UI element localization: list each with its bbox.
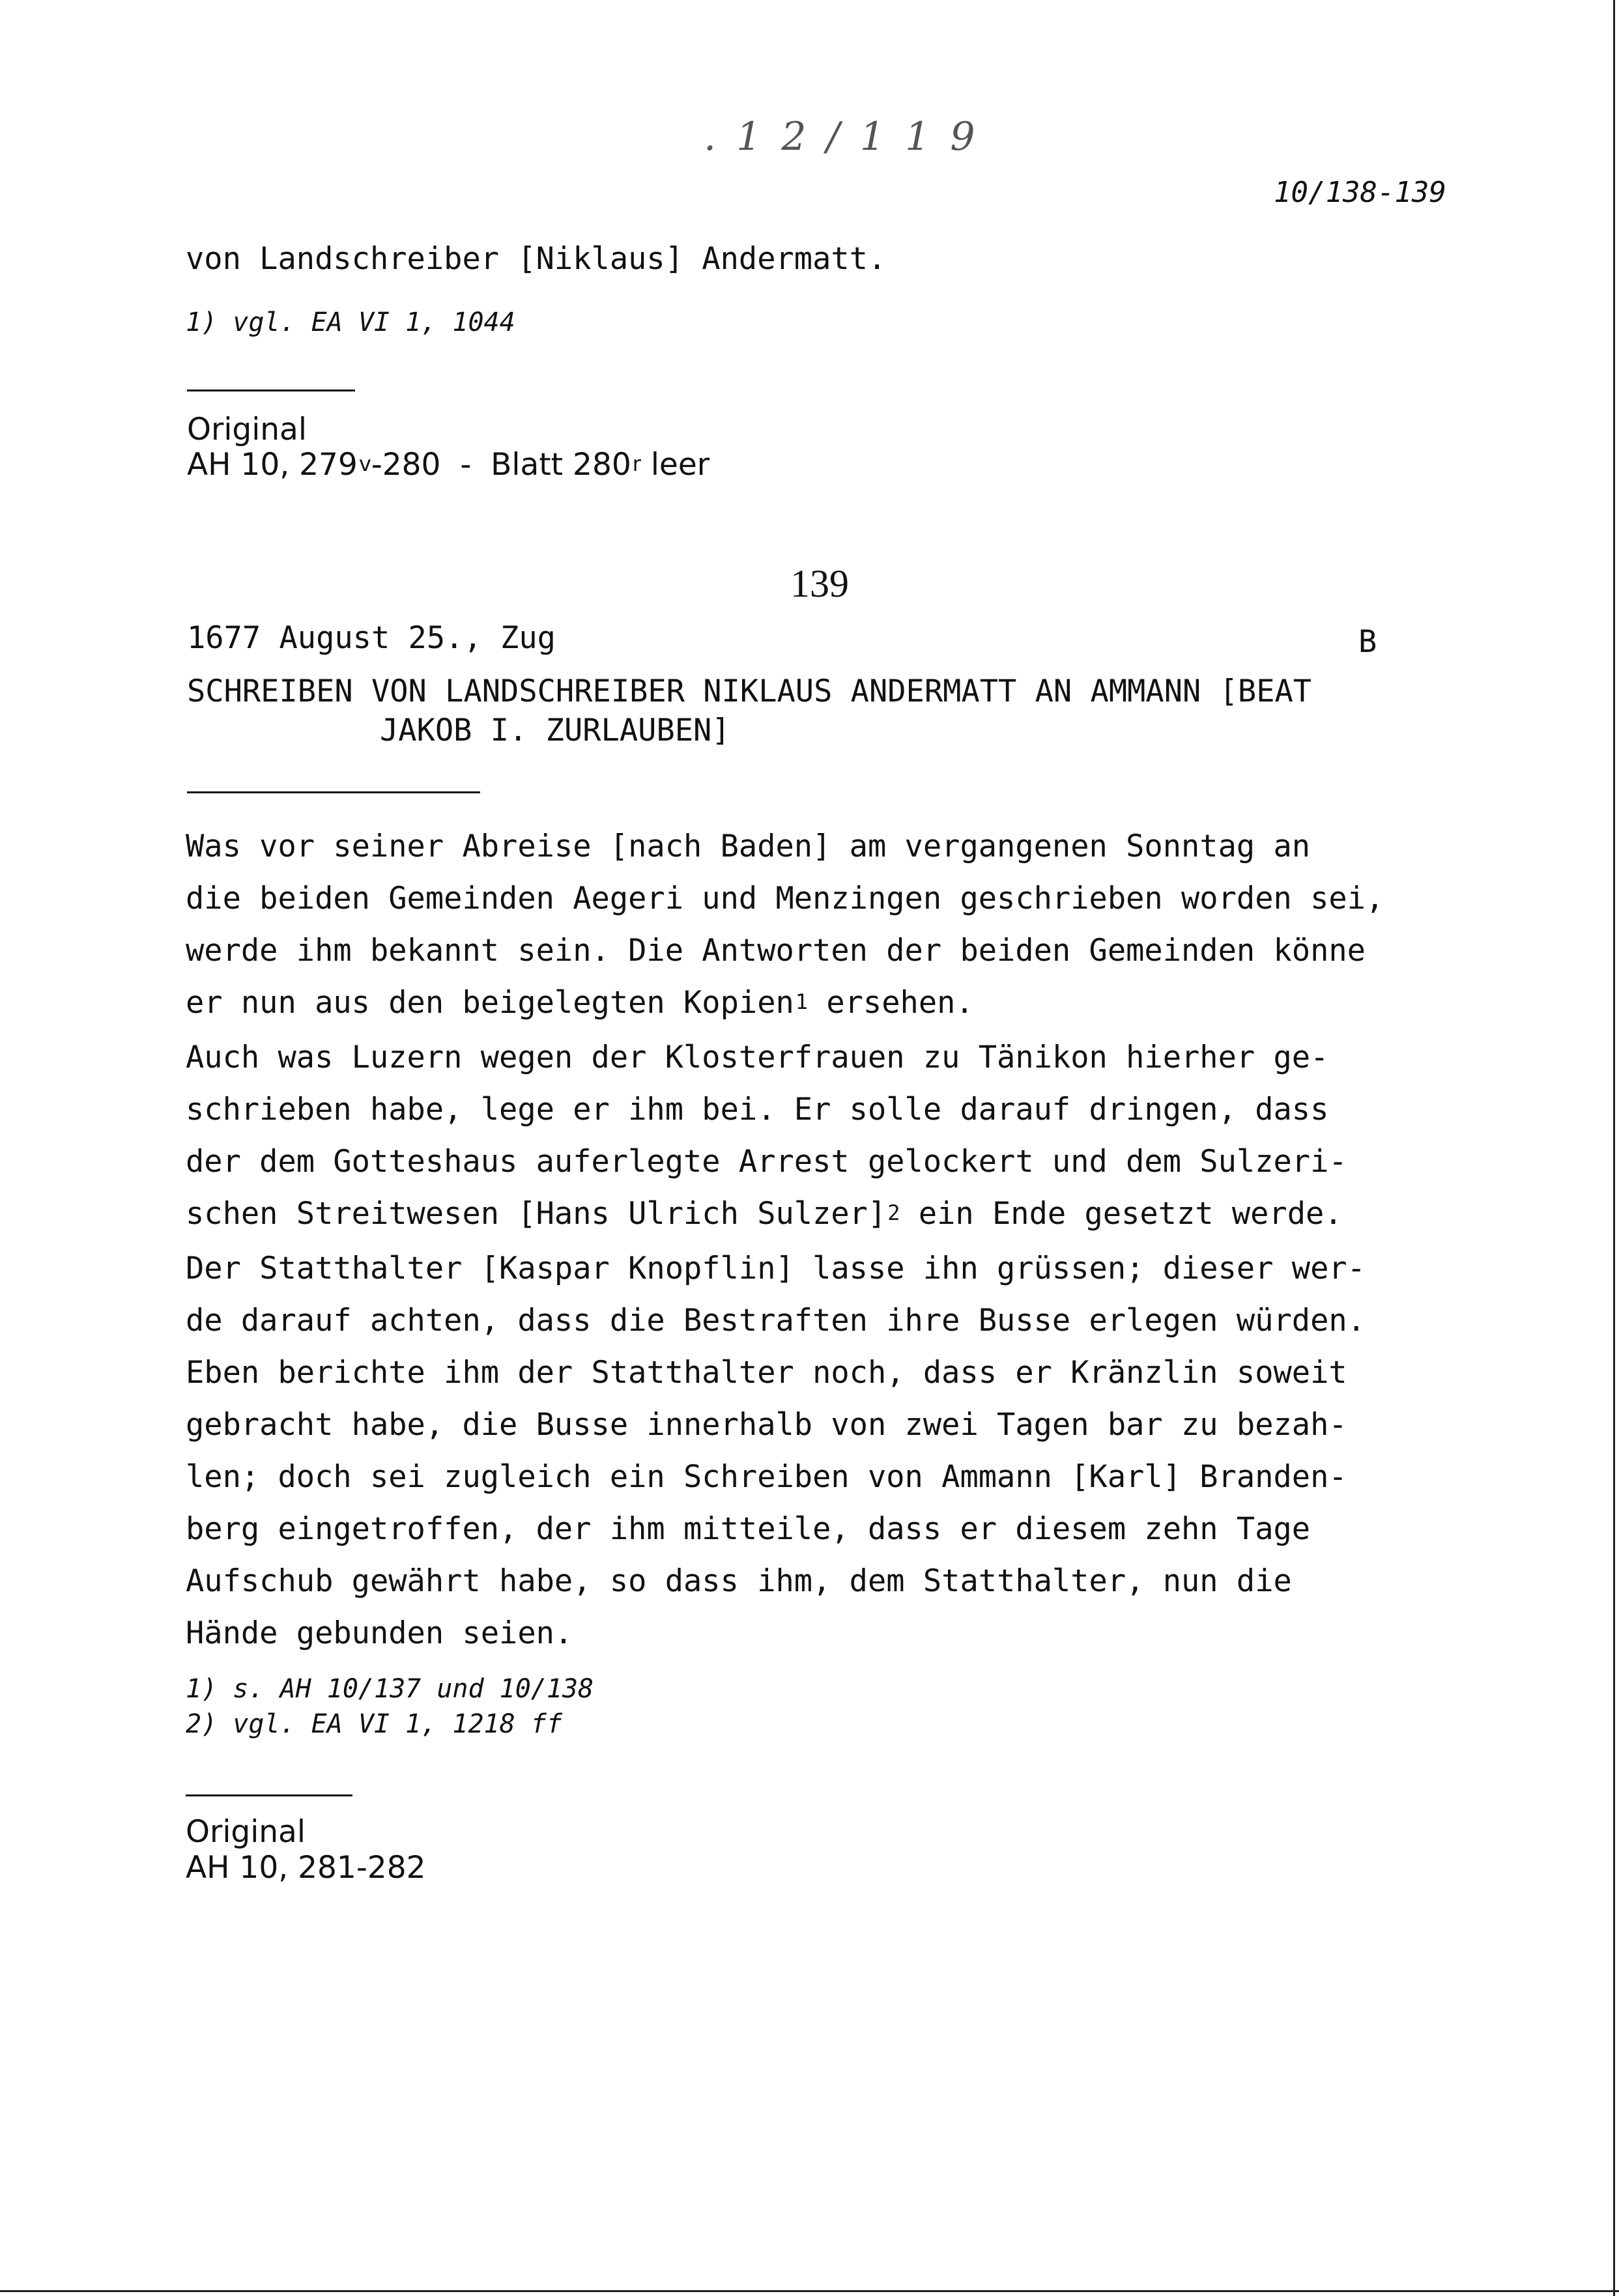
body-line: er nun aus den beigelegten Kopien$^1$ ersehen. xyxy=(186,985,974,1021)
body-text xyxy=(186,821,1384,1660)
previous-footnote: 1) vgl. EA VI 1, 1044 xyxy=(186,307,515,337)
body-line: berg eingetroffen, der ihm mitteile, dass er diesem zehn Tage xyxy=(186,1511,1311,1547)
date-place-line: 1677 August 25., Zug xyxy=(187,620,556,656)
body-line: Der Statthalter [Kaspar Knopflin] lasse ihn grüssen; dieser wer- xyxy=(186,1251,1366,1286)
previous-source-reference: AH 10, 279$^v$-280 - Blatt 280$^r$ leer xyxy=(187,447,710,483)
body-line: Eben berichte ihm der Statthalter noch, dass er Kränzlin soweit xyxy=(186,1355,1347,1391)
footnote-divider-2 xyxy=(186,1794,352,1796)
scan-edge-right xyxy=(1613,0,1615,2296)
document-reference: 10/138-139 xyxy=(1274,176,1446,209)
previous-document-tail: von Landschreiber [Niklaus] Andermatt. xyxy=(186,241,887,277)
body-line: werde ihm bekannt sein. Die Antworten der beiden Gemeinden könne xyxy=(186,933,1366,969)
source-reference: AH 10, 281-282 xyxy=(186,1850,426,1886)
body-line: schrieben habe, lege er ihm bei. Er solle darauf dringen, dass xyxy=(186,1092,1329,1127)
body-line: de darauf achten, dass die Bestraften ihre Busse erlegen würden. xyxy=(186,1303,1366,1339)
document-title-line-2: JAKOB I. ZURLAUBEN] xyxy=(380,713,730,748)
document-number: 139 xyxy=(790,562,849,605)
body-line: Hände gebunden seien. xyxy=(186,1615,573,1651)
body-line: der dem Gotteshaus auferlegte Arrest gelockert und dem Sulzeri- xyxy=(186,1144,1347,1180)
body-line: Was vor seiner Abreise [nach Baden] am vergangenen Sonntag an xyxy=(186,829,1311,864)
document-marker: B xyxy=(1358,624,1377,660)
title-divider xyxy=(187,791,480,793)
body-line: Auch was Luzern wegen der Klosterfrauen zu Tänikon hierher ge- xyxy=(186,1040,1329,1075)
body-line: gebracht habe, die Busse innerhalb von zwei Tagen bar zu bezah- xyxy=(186,1407,1347,1443)
body-line: schen Streitwesen [Hans Ulrich Sulzer]$^2$ ein Ende gesetzt werde. xyxy=(186,1196,1343,1232)
document-title-line-1: SCHREIBEN VON LANDSCHREIBER NIKLAUS ANDERMATT AN AMMANN [BEAT xyxy=(187,673,1312,709)
handwritten-reference: . 1 2 / 1 1 9 xyxy=(704,114,979,160)
footnote-1: 1) s. AH 10/137 und 10/138 xyxy=(186,1674,594,1704)
footnote-2: 2) vgl. EA VI 1, 1218 ff xyxy=(186,1709,562,1739)
scan-edge-bottom xyxy=(0,2290,1619,2292)
previous-source-label: Original xyxy=(187,412,307,447)
source-label: Original xyxy=(186,1814,306,1850)
body-line: Aufschub gewährt habe, so dass ihm, dem Statthalter, nun die xyxy=(186,1563,1292,1599)
body-line: die beiden Gemeinden Aegeri und Menzingen geschrieben worden sei, xyxy=(186,881,1384,916)
footnote-divider-1 xyxy=(187,390,355,391)
body-line: len; doch sei zugleich ein Schreiben von Ammann [Karl] Branden- xyxy=(186,1459,1347,1495)
